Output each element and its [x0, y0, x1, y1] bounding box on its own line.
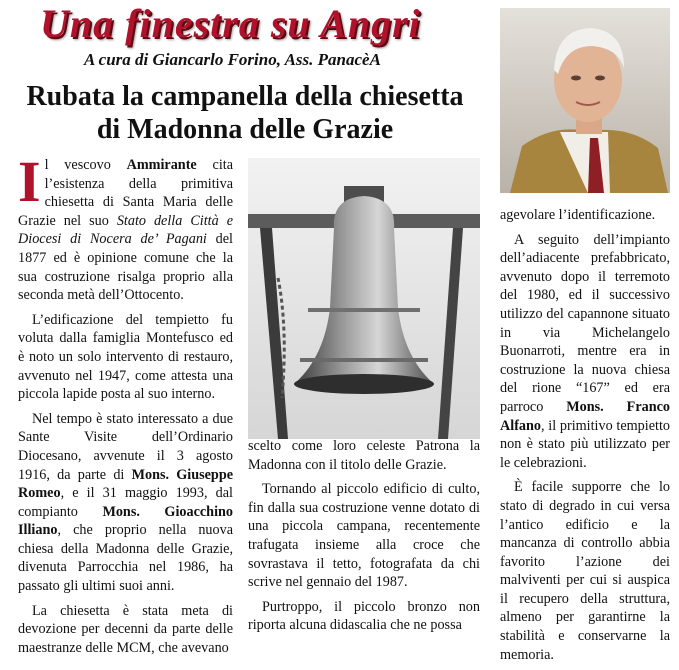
- bell-photo: [248, 158, 480, 439]
- text-run: del 1877 ed è opinione comune che la sua costruzione risalga proprio alla seconda metà dell’Ottocento.: [18, 231, 233, 304]
- paragraph: La chiesetta è stata meta di devozione per decenni da parte delle maestranze delle MCM, che avevano: [18, 602, 233, 656]
- masthead-title: Una finestra su Angri: [40, 1, 421, 46]
- bold-name: Ammirante: [126, 157, 197, 173]
- article-column-2: [248, 437, 480, 641]
- paragraph: [18, 410, 233, 596]
- article-column-1: [18, 149, 234, 663]
- text-run: l vescovo: [44, 157, 127, 173]
- paragraph: [18, 149, 233, 305]
- paragraph: È facile supporre che lo stato di degrado in cui versa l’antico edificio e la mancanza di controllo abbia favorito l’azione dei malviventi per cui si auspica il recupero della struttura, almeno per garantirne la stabilità e conservarne la memoria.: [500, 479, 670, 663]
- author-portrait: [500, 8, 670, 193]
- headline-line-2: di Madonna delle Grazie: [96, 114, 394, 145]
- article-column-3: [500, 206, 670, 670]
- headline-line-1: Rubata la campanella della chiesetta: [26, 81, 464, 112]
- paragraph: L’edificazione del tempietto fu voluta dalla famiglia Montefusco ed è noto un solo intervento di restauro, avvenuto nel 1947, come attesta una piccola lapide posta al suo interno.: [18, 311, 233, 403]
- bold-name: Mons. Giuseppe Romeo: [18, 466, 234, 502]
- byline: A cura di Giancarlo Forino, Ass. PanacèA: [84, 50, 381, 69]
- text-run: Nel tempo è stato interessato a due Sante Visite dell’Ordinario Diocesano, avvenute il 3 agosto 1916, da parte di: [18, 410, 233, 483]
- text-run: , il primitivo tempietto non è stato più utilizzato per le celebrazioni.: [500, 417, 670, 471]
- article-headline: [10, 80, 480, 146]
- paragraph: Tornando al piccolo edificio di culto, fin dalla sua costruzione venne dotato di una piccola campana, recentemente trafugata insieme alla croce che sovrastava il tetto, fotografata da chi scrive nel gennaio del 1987.: [248, 481, 480, 591]
- italic-title: Stato della Città e Diocesi di Nocera de’ Pagani: [18, 212, 233, 248]
- paragraph: scelto come loro celeste Patrona la Madonna con il titolo delle Grazie.: [248, 438, 480, 473]
- drop-cap: I: [18, 149, 41, 214]
- bold-name: Mons. Gioacchino Illiano: [18, 503, 233, 539]
- text-run: A seguito dell’impianto dell’adiacente prefabbricato, avvenuto dopo il terremoto del 1980, ed il successivo utilizzo del capannone situato in via Michelangelo Buonarroti, mentre era in costruzione la nuova chiesa del rione “167” ed era parroco: [500, 231, 670, 415]
- paragraph: agevolare l’identificazione.: [500, 207, 656, 223]
- paragraph: Purtroppo, il piccolo bronzo non riporta alcuna didascalia che ne possa: [248, 598, 480, 634]
- paragraph: [500, 231, 670, 473]
- text-run: , che proprio nella nuova chiesa della Madonna delle Grazie, divenuta Parrocchia nel 1986, ha passato gli ultimi suoi anni.: [18, 522, 233, 595]
- text-run: cita l’esistenza della primitiva chiesetta di Santa Maria delle Grazie nel suo: [18, 157, 233, 229]
- bold-name: Mons. Franco Alfano: [500, 398, 670, 434]
- text-run: , e il 31 maggio 1993, dal compianto: [18, 485, 233, 520]
